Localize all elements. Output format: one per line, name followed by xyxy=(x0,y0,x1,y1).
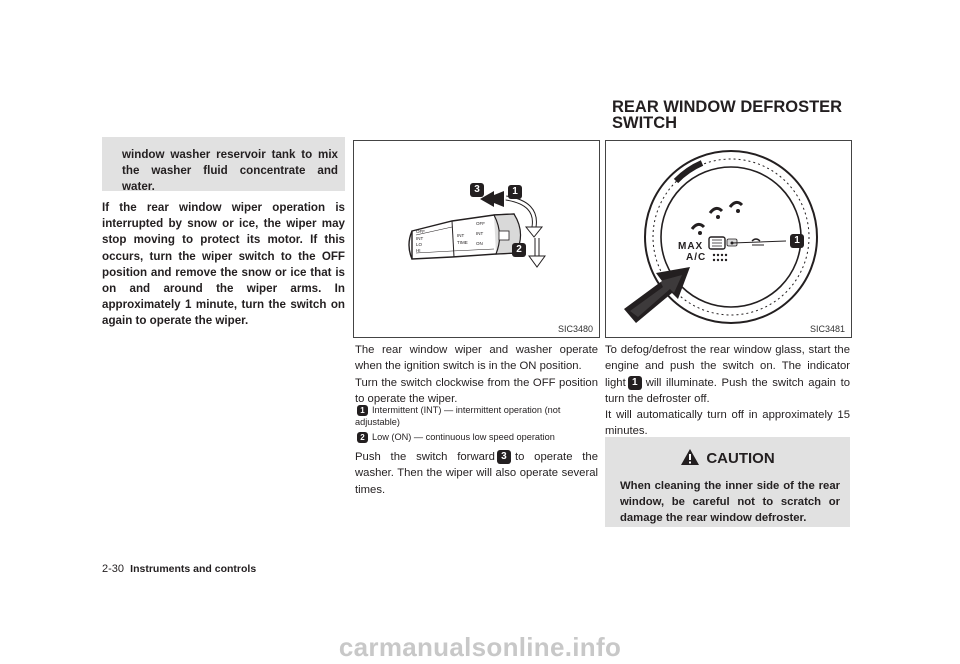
figure-caption: SIC3481 xyxy=(809,324,845,334)
figure-caption: SIC3480 xyxy=(557,324,593,334)
lever-label: TIME xyxy=(457,240,468,245)
defog-paragraph xyxy=(605,342,850,407)
section-name: Instruments and controls xyxy=(130,563,257,575)
note-box-text: window washer reservoir tank to mix the washer fluid concentrate and water. xyxy=(122,148,338,193)
inline-marker-1: 1 xyxy=(628,376,642,390)
callout-marker-3: 3 xyxy=(470,183,484,197)
washer-paragraph xyxy=(355,449,598,498)
item-text: Low (ON) — continuous low speed operation xyxy=(372,432,555,442)
caution-box xyxy=(605,437,850,527)
item-text: Intermittent (INT) — intermittent operation (not adjustable) xyxy=(355,405,561,428)
lever-label: INT xyxy=(416,236,424,241)
text-run: To defog/defrost the rear window glass, start the engine and push the switch on. The indicator light xyxy=(605,344,850,389)
lever-label: HI xyxy=(416,248,421,253)
section-heading: REAR WINDOW DEFROSTER SWITCH xyxy=(612,98,843,132)
item-marker: 1 xyxy=(357,405,368,416)
lever-label: INT xyxy=(457,233,465,238)
lever-label: OFF xyxy=(476,221,485,226)
max-label: MAX xyxy=(678,241,704,252)
defroster-dial-illustration xyxy=(606,141,851,337)
list-item xyxy=(355,431,598,443)
lever-label: LO xyxy=(416,242,423,247)
callout-marker-2: 2 xyxy=(512,243,526,257)
inline-marker-3: 3 xyxy=(497,450,511,464)
clockwise-paragraph: Turn the switch clockwise from the OFF position to operate the wiper. xyxy=(355,377,598,406)
text-run: to operate the washer. Then the wiper will also operate several times. xyxy=(355,451,598,496)
watermark: carmanualsonline.info xyxy=(338,632,622,662)
page-number: 2-30 xyxy=(102,563,125,575)
page-footer xyxy=(102,563,256,575)
defroster-switch-figure xyxy=(605,140,852,338)
lever-label: INT xyxy=(476,231,484,236)
caution-title xyxy=(605,448,850,467)
warning-icon xyxy=(680,448,700,466)
list-item xyxy=(355,404,598,429)
wiper-switch-figure xyxy=(353,140,600,338)
lever-label: ON xyxy=(476,241,483,246)
text-run: will illuminate. Push the switch again to turn the defroster off. xyxy=(605,376,850,405)
callout-marker-1: 1 xyxy=(508,185,522,199)
caution-body: When cleaning the inner side of the rear window, be careful not to scratch or damage the rear window defroster. xyxy=(620,480,840,524)
item-marker: 2 xyxy=(357,432,368,443)
operate-paragraph: The rear window wiper and washer operate when the ignition switch is in the ON position. xyxy=(355,344,598,373)
caution-title-text: CAUTION xyxy=(706,450,775,467)
note-box xyxy=(102,137,345,191)
lever-label: OFF xyxy=(416,229,425,234)
wiper-switch-illustration xyxy=(354,141,599,337)
ac-label: A/C xyxy=(686,252,707,263)
callout-marker-1: 1 xyxy=(790,234,804,248)
text-run: Push the switch forward xyxy=(355,451,495,463)
auto-off-paragraph: It will automatically turn off in approximately 15 minutes. xyxy=(605,409,850,438)
snow-ice-paragraph: If the rear window wiper operation is interrupted by snow or ice, the wiper may stop moving to protect its motor. If this occurs, turn the wiper switch to the OFF position and remove the snow or ice that is on and around the wiper arms. In approximately 1 minute, turn the switch on again to operate the wiper. xyxy=(102,201,345,328)
